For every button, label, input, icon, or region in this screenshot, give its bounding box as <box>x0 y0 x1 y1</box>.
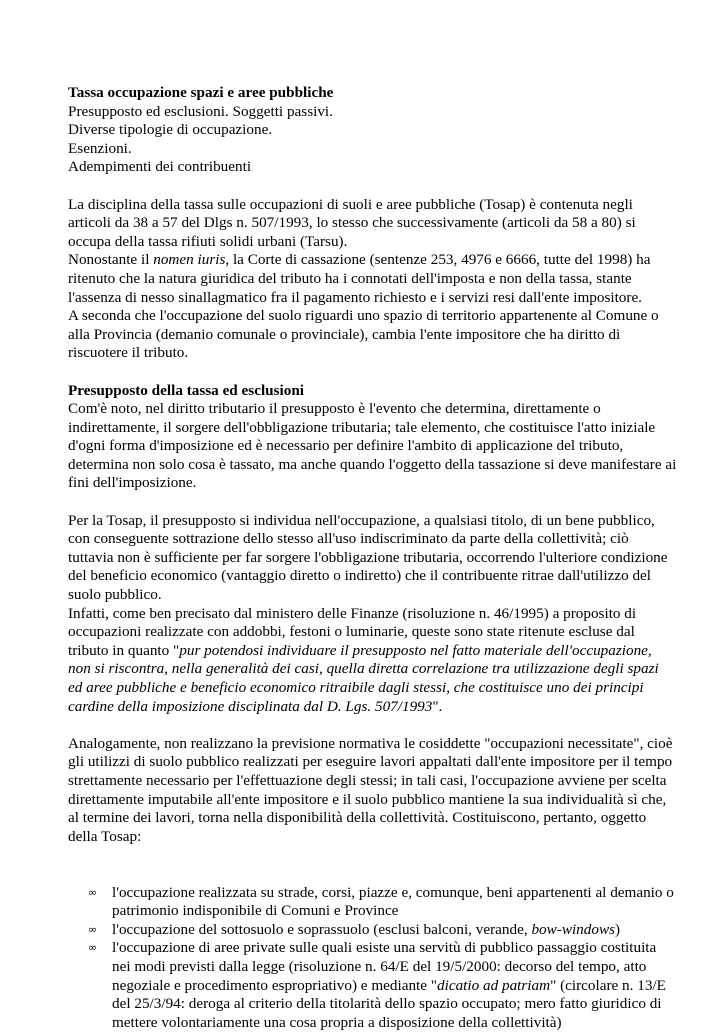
text-line: articoli da 38 a 57 del Dlgs n. 507/1993, lo stesso che successivamente (articoli da 58 a 80) si <box>68 214 636 232</box>
text-line: d'ogni forma d'imposizione ed è necessario per definire l'ambito di applicazione del tributo, <box>68 437 624 455</box>
text-line: della Tosap: <box>68 827 142 845</box>
text-line: al termine dei lavori, torna nella disponibilità della collettività. Costituiscono, pertanto, oggetto <box>68 809 647 827</box>
infinity-bullet-icon: ∞ <box>88 885 98 899</box>
text-line: A seconda che l'occupazione del suolo riguardi uno spazio di territorio appartenente al Comune o <box>68 307 659 325</box>
text-line: strettamente necessario per l'effettuazione degli stessi; in tali casi, l'occupazione avviene per scelta <box>68 771 667 789</box>
list-item <box>68 921 662 940</box>
intro-paragraph <box>68 196 662 363</box>
text-line: La disciplina della tassa sulle occupazioni di suoli e aree pubbliche (Tosap) è contenuta negli <box>68 195 633 213</box>
section-heading: Presupposto della tassa ed esclusioni <box>68 381 304 399</box>
text-line: con conseguente sottrazione dello stesso all'uso indiscriminato da parte della collettività; ciò <box>68 530 629 548</box>
paragraph-analogamente <box>68 734 673 847</box>
text-line: del beneficio economico (vantaggio diretto o indiretto) che il contribuente ritrae dall'utilizzo del <box>68 567 652 585</box>
section-presupposto <box>68 381 677 494</box>
subtitle-line: Esenzioni. <box>68 139 132 157</box>
italic-quote: non si riscontra, nella generalità dei casi, quella diretta correlazione tra utilizzazione degli spazi <box>68 660 659 678</box>
occupation-list <box>68 883 674 1032</box>
text-line: alla Provincia (demanio comunale o provinciale), cambia l'ente impositore che ha diritto di <box>68 325 621 343</box>
infinity-bullet-icon: ∞ <box>88 941 98 955</box>
document-title: Tassa occupazione spazi e aree pubbliche <box>68 84 334 101</box>
list-item <box>68 939 666 1032</box>
text-line: negoziale e procedimento espropriativo) e mediante "dicatio ad patriam" (circolare n. 13/E <box>112 976 666 994</box>
text-line: Nonostante il nomen iuris, la Corte di cassazione (sentenze 253, 4976 e 6666, tutte del 1998) ha <box>68 251 651 269</box>
italic-term: nomen iuris <box>153 251 226 269</box>
text-line: suolo pubblico. <box>68 586 162 604</box>
text-line: tributo in quanto "pur potendosi individuare il presupposto nel fatto materiale dell'occupazione, <box>68 641 652 659</box>
document-page <box>68 84 677 1032</box>
text-line: mettere volontariamente una cosa propria a disposizione della collettività) <box>112 1013 562 1031</box>
text-line: Per la Tosap, il presupposto si individua nell'occupazione, a qualsiasi titolo, di un bene pubblico, <box>68 511 655 529</box>
text-line: l'assenza di nesso sinallagmatico fra il pagamento richiesto e i servizi resi dall'ente impositore. <box>68 288 642 306</box>
italic-quote: pur potendosi individuare il presupposto nel fatto materiale dell'occupazione, <box>179 641 652 659</box>
text-line: l'occupazione realizzata su strade, corsi, piazze e, comunque, beni appartenenti al demanio o <box>112 883 674 901</box>
text-line: occupazioni realizzate con addobbi, festoni o luminarie, queste sono state ritenute escluse dal <box>68 623 635 641</box>
text-line: occupa della tassa rifiuti solidi urbani (Tarsu). <box>68 232 348 250</box>
italic-quote: ed aree pubbliche e beneficio economico ritraibile dagli stessi, che costituisce uno dei principi <box>68 679 644 696</box>
text-line: Com'è noto, nel diritto tributario il presupposto è l'evento che determina, direttamente o <box>68 400 601 418</box>
italic-term: dicatio ad patriam <box>437 976 551 994</box>
text-line: indirettamente, il sorgere dell'obbligazione tributaria; tale elemento, che costituisce l'atto iniziale <box>68 418 656 436</box>
subtitle-line: Adempimenti dei contribuenti <box>68 158 252 176</box>
text-line: l'occupazione di aree private sulle quali esiste una servitù di pubblico passaggio costituita <box>112 939 657 957</box>
italic-quote: cardine della imposizione disciplinata dal D. Lgs. 507/1993 <box>68 697 433 715</box>
text-line: del 25/3/94: deroga al criterio della titolarità dello spazio occupato; mero fatto giuridico di <box>112 995 662 1013</box>
text-line: nei modi previsti dalla legge (risoluzione n. 64/E del 19/5/2000: decorso del tempo, atto <box>112 957 647 975</box>
text-line: Infatti, come ben precisato dal ministero delle Finanze (risoluzione n. 46/1995) a proposito di <box>68 604 637 622</box>
subtitle-line: Presupposto ed esclusioni. Soggetti passivi. <box>68 102 333 120</box>
text-line: l'occupazione del sottosuolo e soprassuolo (esclusi balconi, verande, bow-windows) <box>112 920 621 938</box>
text-line: ritenuto che la natura giuridica del tributo ha i connotati dell'imposta e non della tassa, stante <box>68 269 632 287</box>
text-line: tuttavia non è sufficiente per far sorgere l'obbligazione tributaria, occorrendo l'ulteriore condizione <box>68 548 668 566</box>
text-line: patrimonio indisponibile di Comuni e Province <box>112 902 399 920</box>
italic-term: bow-windows <box>531 920 615 938</box>
infinity-bullet-icon: ∞ <box>88 922 98 936</box>
text-line: cardine della imposizione disciplinata dal D. Lgs. 507/1993". <box>68 697 443 715</box>
text-line: fini dell'imposizione. <box>68 474 197 492</box>
list-item <box>68 883 674 921</box>
paragraph-tosap <box>68 511 668 717</box>
text-line: riscuotere il tributo. <box>68 344 189 362</box>
header-block <box>68 84 662 177</box>
text-line: gli utilizzi di suolo pubblico realizzati per eseguire lavori appaltati dall'ente impositore per il tempo <box>68 753 673 771</box>
subtitle-line: Diverse tipologie di occupazione. <box>68 121 273 139</box>
text-line: determina non solo cosa è tassato, ma anche quando l'oggetto della tassazione si deve manifestare ai <box>68 455 677 473</box>
text-line: Analogamente, non realizzano la previsione normativa le cosiddette "occupazioni necessitate", cioè <box>68 734 673 752</box>
text-line: direttamente imputabile all'ente impositore e il suolo pubblico mantiene la sua individualità sì che, <box>68 790 667 808</box>
